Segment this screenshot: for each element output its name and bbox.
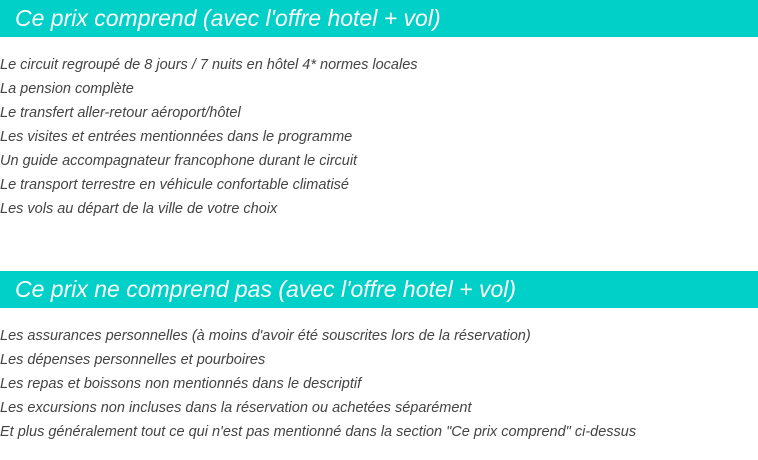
list-item: Le transport terrestre en véhicule confortable climatisé bbox=[0, 177, 349, 193]
list-item: Un guide accompagnateur francophone durant le circuit bbox=[0, 153, 358, 169]
list-item: Le transfert aller-retour aéroport/hôtel bbox=[0, 105, 241, 121]
list-item: Les assurances personnelles (à moins d'avoir été souscrites lors de la réservation) bbox=[0, 328, 531, 344]
included-section-title: Ce prix comprend (avec l'offre hotel + vol) bbox=[0, 0, 758, 37]
list-item: Les excursions non incluses dans la réservation ou achetées séparément bbox=[0, 400, 472, 416]
list-item: Les dépenses personnelles et pourboires bbox=[0, 352, 266, 368]
included-items-list bbox=[0, 53, 418, 221]
list-item: Et plus généralement tout ce qui n'est pas mentionné dans la section "Ce prix comprend" ci-dessus bbox=[0, 424, 637, 440]
excluded-items-list bbox=[0, 324, 636, 444]
list-item: Le circuit regroupé de 8 jours / 7 nuits en hôtel 4* normes locales bbox=[0, 57, 418, 73]
list-item: La pension complète bbox=[0, 81, 134, 97]
list-item: Les repas et boissons non mentionnés dans le descriptif bbox=[0, 376, 362, 392]
list-item: Les visites et entrées mentionnées dans le programme bbox=[0, 129, 353, 145]
list-item: Les vols au départ de la ville de votre choix bbox=[0, 201, 278, 217]
excluded-section-title: Ce prix ne comprend pas (avec l'offre hotel + vol) bbox=[0, 271, 758, 308]
